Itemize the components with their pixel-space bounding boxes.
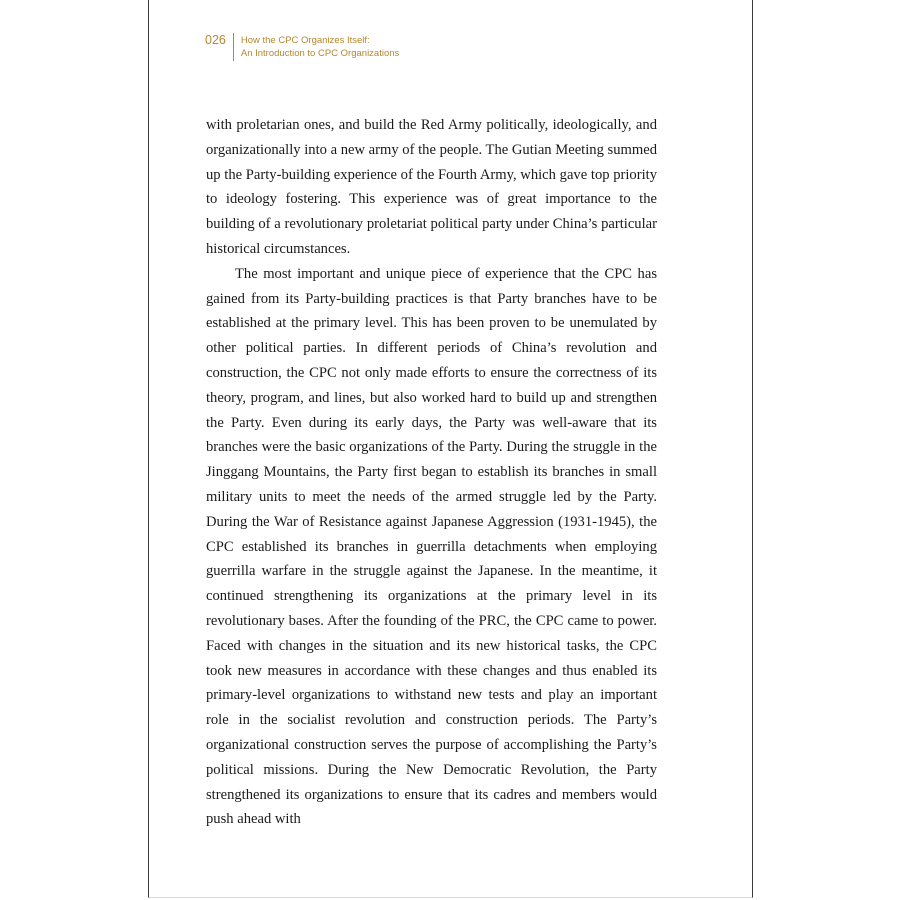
page-number: 026 <box>205 33 234 61</box>
book-title-line-1: How the CPC Organizes Itself: <box>240 35 370 46</box>
book-page <box>148 0 753 898</box>
book-title <box>241 33 399 60</box>
paragraph-continued: with proletarian ones, and build the Red Army politically, ideologically, and organizationally into a new army of the people. The Gutian Meeting summed up the Party-building experience of the Fourth Army, which gave top priority to ideology fostering. This experience was of great importance to the building of a revolutionary proletariat political party under China’s particular historical circumstances. <box>206 117 657 257</box>
running-head <box>205 33 399 61</box>
book-title-line-2: An Introduction to CPC Organizations <box>240 48 400 59</box>
body-text <box>206 113 657 832</box>
paragraph-party-branches: The most important and unique piece of experience that the CPC has gained from its Party-building practices is that Party branches have to be established at the primary level. This has been proven to be unemulated by other political parties. In different periods of China’s revolution and construction, the CPC not only made efforts to ensure the correctness of its theory, program, and lines, but also worked hard to build up and strengthen the Party. Even during its early days, the Party was well-aware that its branches were the basic organizations of the Party. During the struggle in the Jinggang Mountains, the Party first began to establish its branches in small military units to meet the needs of the armed struggle led by the Party. During the War of Resistance against Japanese Aggression (1931-1945), the CPC established its branches in guerrilla detachments when employing guerrilla warfare in the struggle against the Japanese. In the meantime, it continued strengthening its organizations at the primary level in its revolutionary bases. After the founding of the PRC, the CPC came to power. Faced with changes in the situation and its new historical tasks, the CPC took new measures in accordance with these changes and thus enabled its primary-level organizations to withstand new tests and play an important role in the socialist revolution and construction periods. The Party’s organizational construction serves the purpose of accomplishing the Party’s political missions. During the New Democratic Revolution, the Party strengthened its organizations to ensure that its cadres and members would push ahead with <box>206 265 657 828</box>
